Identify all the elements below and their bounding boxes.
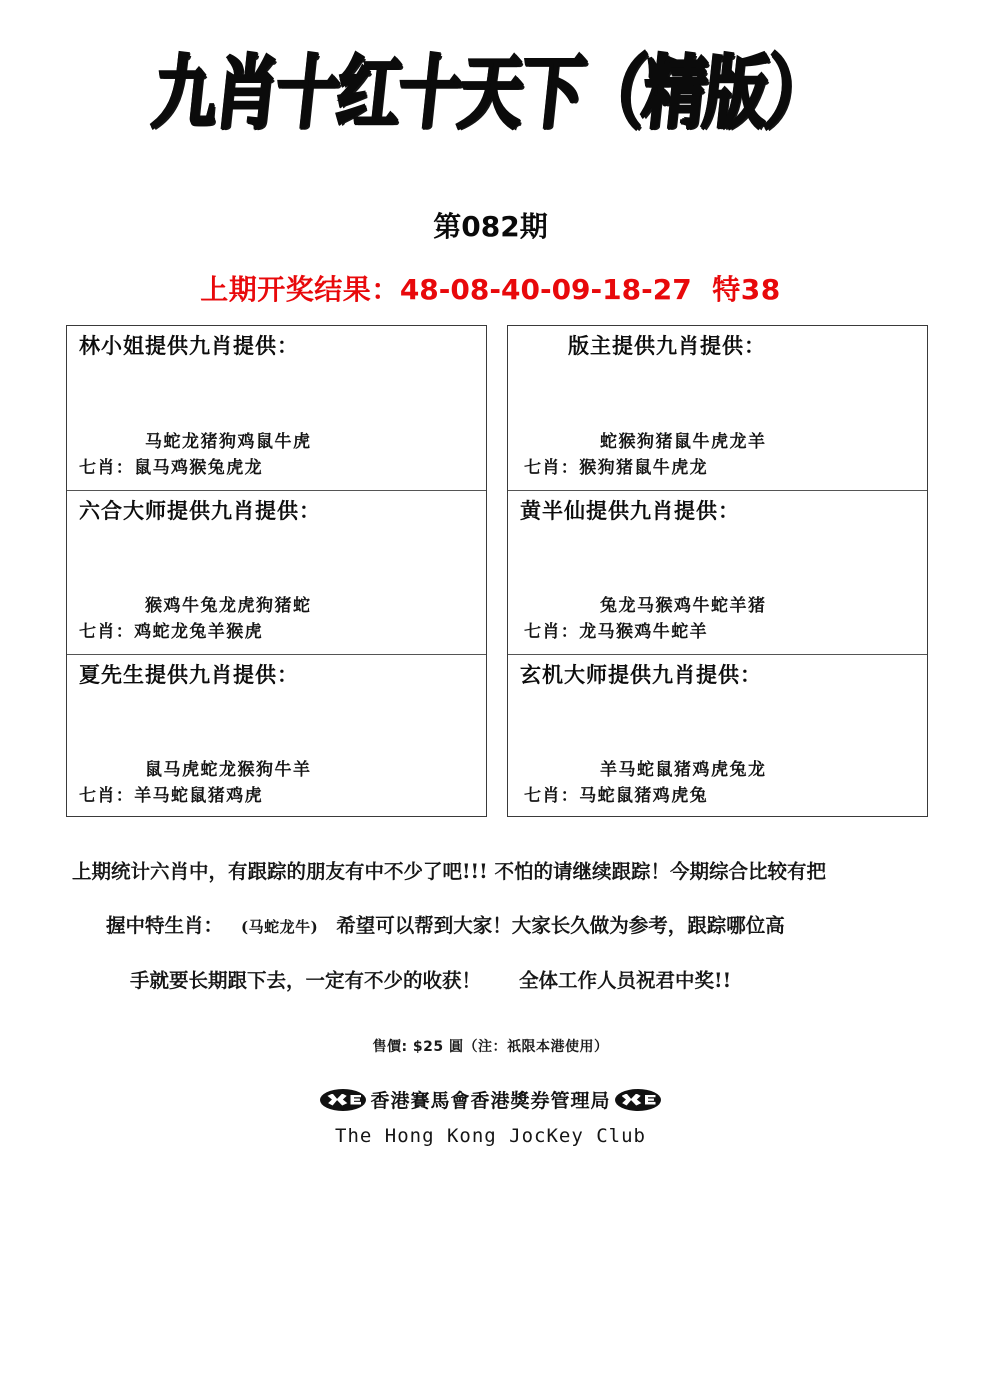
notes-line-3 (72, 954, 922, 1008)
prediction-block (67, 490, 486, 654)
notes-line-2-suffix: 希望可以帮到大家！大家长久做为参考，跟踪哪位高 (336, 914, 785, 937)
result-special: 特38 (712, 273, 781, 306)
seven-zodiac-list: 七肖：马蛇鼠猪鸡虎兔 (524, 786, 708, 806)
issue-number: 第082期 (433, 210, 548, 243)
notes-line-2 (72, 899, 922, 954)
seven-zodiac-list: 七肖：猴狗猪鼠牛虎龙 (524, 458, 708, 478)
seven-zodiac-list: 七肖：龙马猴鸡牛蛇羊 (524, 622, 708, 642)
block-title: 六合大师提供九肖提供： (79, 498, 321, 523)
notes-paragraph (72, 845, 922, 1008)
seven-zodiac-list: 七肖：羊马蛇鼠猪鸡虎 (79, 786, 263, 806)
nine-zodiac-list: 马蛇龙猪狗鸡鼠牛虎 (145, 432, 312, 452)
prediction-block (67, 326, 486, 490)
block-title: 玄机大师提供九肖提供： (520, 662, 762, 687)
nine-zodiac-list: 猴鸡牛兔龙虎狗猪蛇 (145, 596, 312, 616)
result-numbers: 48-08-40-09-18-27 (399, 273, 692, 306)
prediction-block (508, 654, 927, 818)
left-column-box (66, 325, 487, 817)
predictions-columns (66, 325, 928, 817)
nine-zodiac-list: 兔龙马猴鸡牛蛇羊猪 (600, 596, 767, 616)
page-title-container (0, 45, 981, 140)
jockey-club-english-name: The Hong Kong JocKey Club (335, 1125, 646, 1147)
hkjc-horse-logo-icon (320, 1089, 366, 1111)
special-zodiac-guess: (马蛇龙牛) (241, 918, 319, 936)
prediction-block (508, 490, 927, 654)
prediction-block (508, 326, 927, 490)
notes-line-3-prefix: 手就要长期跟下去，一定有不少的收获！ (130, 969, 482, 992)
nine-zodiac-list: 鼠马虎蛇龙猴狗牛羊 (145, 760, 312, 780)
block-title: 版主提供九肖提供： (568, 333, 766, 358)
seven-zodiac-list: 七肖：鼠马鸡猴兔虎龙 (79, 458, 263, 478)
jockey-club-chinese-name: 香港賽馬會香港獎券管理局 (370, 1090, 611, 1112)
block-title: 夏先生提供九肖提供： (79, 662, 299, 687)
notes-line-2-prefix: 握中特生肖： (106, 914, 224, 937)
notes-line-3-suffix: 全体工作人员祝君中奖!! (519, 969, 732, 992)
right-column-box (507, 325, 928, 817)
block-title: 黄半仙提供九肖提供： (520, 498, 740, 523)
seven-zodiac-list: 七肖：鸡蛇龙兔羊猴虎 (79, 622, 263, 642)
price-note: 售價: $25 圓（注：祇限本港使用） (372, 1039, 609, 1055)
hkjc-horse-logo-icon (615, 1089, 661, 1111)
page-title: 九肖十红十天下（精版） (149, 45, 833, 140)
jockey-club-logo-row (0, 1086, 981, 1113)
nine-zodiac-list: 蛇猴狗猪鼠牛虎龙羊 (600, 432, 767, 452)
block-title: 林小姐提供九肖提供： (79, 333, 299, 358)
result-label: 上期开奖结果： (200, 273, 400, 306)
notes-line-1: 上期统计六肖中，有跟踪的朋友有中不少了吧!!! 不怕的请继续跟踪！今期综合比较有把 (72, 860, 826, 883)
nine-zodiac-list: 羊马蛇鼠猪鸡虎兔龙 (600, 760, 767, 780)
last-draw-result (0, 268, 981, 308)
prediction-block (67, 654, 486, 818)
